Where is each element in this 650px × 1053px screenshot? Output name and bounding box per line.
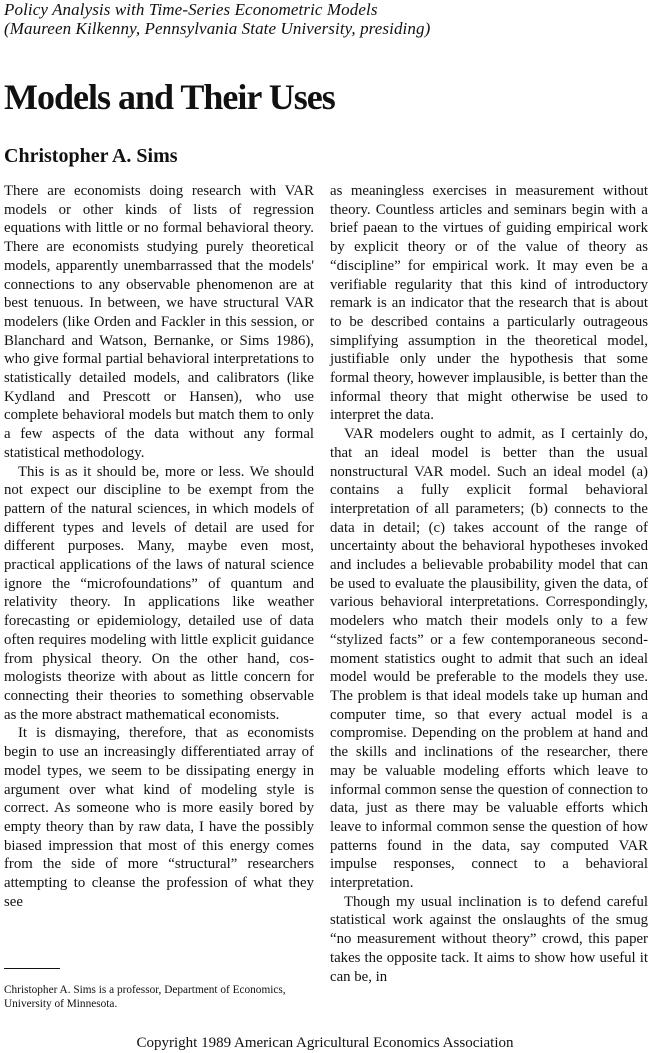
footnote-rule	[4, 968, 60, 969]
left-column	[4, 182, 314, 911]
paragraph: It is dismaying, therefore, that as economists begin to use an increasingly differentiated array of model types, we seem to be dissipating energy in argument over what kind of modeling style is correct. As someone who is more easily bored by empty theory than by raw data, I have the possibly biased impression that most of this energy comes from the side of more “structural” researchers attempting to cleanse the profession of what they see	[4, 725, 314, 910]
article-author: Christopher A. Sims	[4, 145, 178, 167]
copyright-line: Copyright 1989 American Agricultural Economics Association	[136, 1035, 514, 1051]
session-presiding: (Maureen Kilkenny, Pennsylvania State University, presiding)	[4, 19, 431, 38]
paragraph: VAR modelers ought to admit, as I certainly do, that an ideal model is better than the usual nonstructural VAR model. Such an ideal model (a) contains a fully explicit formal behavioral interpretation of all parameters; (b) connects to the data in detail; (c) takes account of the range of uncertainty about the behavioral hypotheses invoked and includes a believable probability model that can be used to evaluate the plausibility, given the data, of various behavioral interpretations. Correspondingly, modelers who match their models only to a few “stylized facts” or a few contemporaneous second-moment statistics ought to admit that such an ideal model would be preferable to the models they use. The problem is that ideal models take up human and computer time, so that every actual model is a compromise. Depending on the problem at hand and the skills and inclinations of the researcher, there may be valuable modeling efforts which leave to informal common sense the question of connection to data, just as there may be valuable efforts which leave to informal common sense the question of how patterns found in the data, say computed VAR impulse responses, connect to a behavioral interpretation.	[330, 426, 648, 892]
paragraph: Though my usual inclination is to defend careful statistical work against the onslaughts of the smug “no measurement without theory” crowd, this paper takes the opposite tack. It aims to show how useful it can be, in	[330, 893, 648, 985]
article-title: Models and Their Uses	[4, 77, 335, 117]
session-title: Policy Analysis with Time-Series Econometric Models	[4, 0, 378, 19]
right-column	[330, 182, 648, 986]
paragraph: This is as it should be, more or less. We should not expect our discipline to be exempt from the pattern of the natural sciences, in which models of different types and levels of detail are used for different purposes. Many, maybe even most, practical applications of the laws of natural science ignore the “microfoundations” of quantum and relativity theory. In applications like weather forecasting or epidemiology, detailed use of data often requires modeling with little explicit guidance from physical theory. On the other hand, cosmologists theorize with about as little concern for connecting their theories to something observable as the more abstract mathematical economists.	[4, 463, 314, 723]
session-heading	[4, 0, 644, 38]
author-footnote: Christopher A. Sims is a professor, Department of Economics, University of Minnesota.	[4, 984, 286, 1010]
paragraph: There are economists doing research with VAR models or other kinds of lists of regression equations with little or no formal behavioral theory. There are economists studying purely theoretical models, apparently unembarrassed that the models' connections to any observable phenomenon are at best tenuous. In between, we have structural VAR modelers (like Orden and Fackler in this session, or Blanchard and Watson, Bernanke, or Sims 1986), who give formal partial behavioral interpretations to statistically detailed models, and calibrators (like Kydland and Prescott or Hansen), who use complete behavioral models but match them to only a few aspects of the data without any formal statistical methodology.	[4, 183, 314, 461]
paragraph: as meaningless exercises in measurement without theory. Countless articles and seminars begin with a brief paean to the virtues of guiding empirical work by explicit theory or of the value of theory as “discipline” for empirical work. It may even be a verifiable regularity that this kind of introductory remark is an indicator that the research that is about to be described contains a particularly outrageous simplifying assumption in the theoretical model, justifiable only under the hypothesis that some formal theory, however implausible, is better than the informal theory that might otherwise be used to interpret the data.	[330, 183, 648, 424]
